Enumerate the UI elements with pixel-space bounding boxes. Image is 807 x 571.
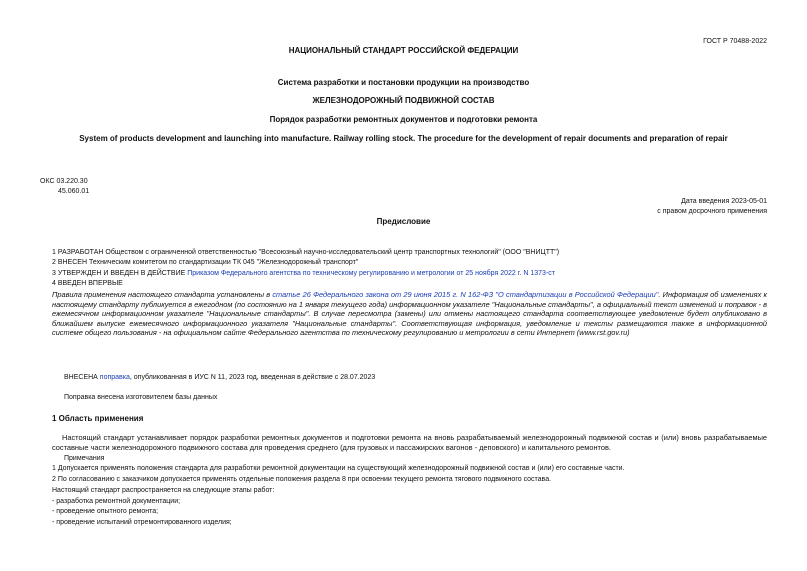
oks-code: ОКС 03.220.30 [40, 178, 88, 185]
amendment-rest: , опубликованная в ИУС N 11, 2023 год, введенная в действие с 28.07.2023 [129, 374, 376, 381]
english-title: System of products development and launching into manufacture. Railway rolling stock. The procedure for the development of repair documents and preparation of repair [79, 134, 728, 143]
subject-title: ЖЕЛЕЗНОДОРОЖНЫЙ ПОДВИЖНОЙ СОСТАВ [312, 96, 495, 105]
foreword-item-3-text: 3 УТВЕРЖДЕН И ВВЕДЕН В ДЕЙСТВИЕ [52, 270, 188, 277]
federal-law-link[interactable]: статье 26 Федерального закона от 29 июня 2015 г. N 162-ФЗ "О стандартизации в Российской Федерации" [272, 290, 659, 299]
foreword-item-4: 4 ВВЕДЕН ВПЕРВЫЕ [52, 280, 123, 287]
amendment-line [64, 373, 375, 382]
amendment-prefix: ВНЕСЕНА [64, 374, 100, 381]
national-standard-title: НАЦИОНАЛЬНЫЙ СТАНДАРТ РОССИЙСКОЙ ФЕДЕРАЦИИ [288, 46, 519, 55]
procedure-title: Порядок разработки ремонтных документов и подготовки ремонта [269, 115, 538, 124]
foreword-item-1: 1 РАЗРАБОТАН Обществом с ограниченной ответственностью "Всесоюзный научно-исследовательский центр транспортных технологий" (ООО "ВНИЦТТ") [52, 249, 560, 256]
rules-text-prefix: Правила применения настоящего стандарта установлены в [52, 290, 273, 299]
foreword-item-2: 2 ВНЕСЕН Техническим комитетом по стандартизации ТК 045 "Железнодорожный транспорт" [52, 259, 359, 266]
note-1: 1 Допускается применять положения стандарта для разработки ремонтной документации на существующий железнодорожный подвижной состав и (или) его составные части. [52, 465, 625, 472]
early-application-note: с правом досрочного применения [657, 208, 767, 215]
oks-code-2: 45.060.01 [58, 188, 90, 195]
list-item: - проведение опытного ремонта; [52, 508, 159, 515]
foreword-item-3 [52, 269, 555, 278]
system-title: Система разработки и постановки продукции на производство [277, 78, 530, 87]
section-1-paragraph: Настоящий стандарт устанавливает порядок разработки ремонтных документов и подготовки ремонта на вновь разрабатываемый железнодорожный подвижной состав и (или) вновь разрабатываемые составные части железнодорожного подвижного состава для проведения среднего (для грузовых и пассажирских вагонов - деповского) и капитального ремонтов. [52, 433, 767, 452]
application-rules-paragraph [52, 290, 767, 338]
foreword-heading: Предисловие [376, 217, 431, 226]
order-link[interactable]: Приказом Федерального агентства по техническому регулированию и метрологии от 25 ноября 2022 г. N 1373-ст [187, 270, 555, 277]
list-item: - разработка ремонтной документации; [52, 498, 181, 505]
list-item: - проведение испытаний отремонтированного изделия; [52, 519, 232, 526]
intro-date: Дата введения 2023-05-01 [681, 198, 767, 205]
amendment-note: Поправка внесена изготовителем базы данных [64, 394, 218, 401]
applies-to: Настоящий стандарт распространяется на следующие этапы работ: [52, 487, 275, 494]
section-1-heading: 1 Область применения [52, 414, 144, 423]
doc-code: ГОСТ Р 70488-2022 [703, 38, 767, 45]
amendment-link[interactable]: поправка [99, 374, 130, 381]
rules-text-rest: . Информация об изменениях к настоящему стандарту публикуется в ежегодном (по состоянию на 1 января текущего года) информационном указателе "Национальные стандарты", а официальный текст изменений и поправок - в ежемесячном информационном указателе "Национальные стандарты". В случае пересмотра (замены) или отмены настоящего стандарта соответствующее уведомление будет опубликовано в ближайшем выпуске ежемесячного информационного указателя "Национальные стандарты". Соответствующая информация, уведомление и тексты размещаются также в информационной системе общего пользования - на официальном сайте Федерального агентства по техническому регулированию и метрологии в сети Интернет (www.rst.gov.ru) [52, 290, 767, 338]
note-2: 2 По согласованию с заказчиком допускается применять отдельные положения раздела 8 при освоении текущего ремонта тягового подвижного состава. [52, 476, 552, 483]
notes-label: Примечания [64, 455, 105, 462]
